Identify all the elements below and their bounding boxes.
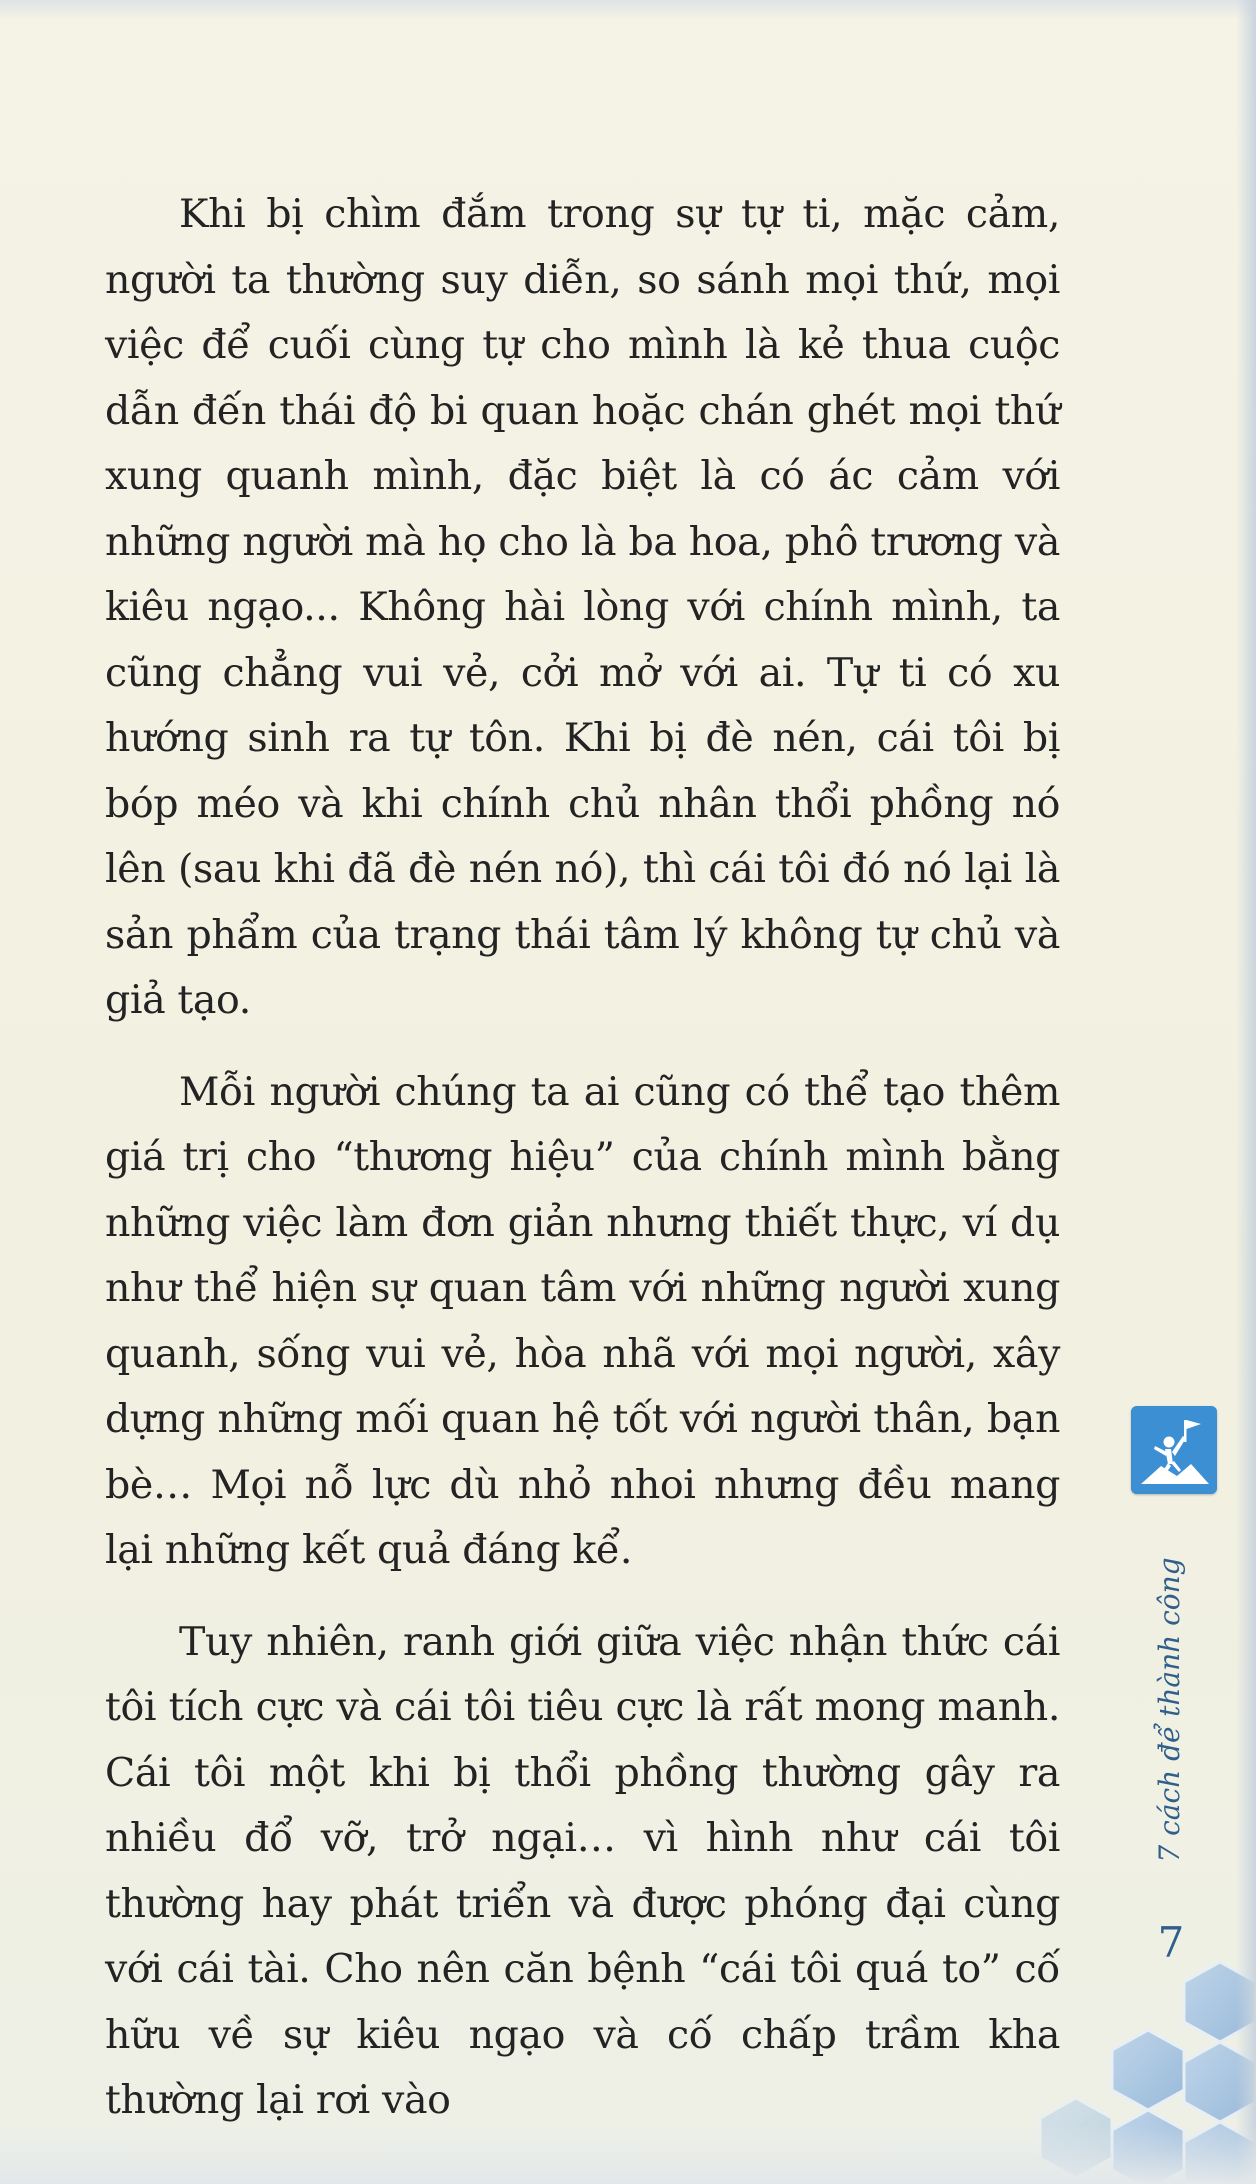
paragraph-1: Khi bị chìm đắm trong sự tự ti, mặc cảm, người ta thường suy diễn, so sánh mọi thứ, mọi việc để cuối cùng tự cho mình là kẻ thua cuộc dẫn đến thái độ bi quan hoặc chán ghét mọi thứ xung quanh mình, đặc biệt là có ác cảm với những người mà họ cho là ba hoa, phô trương và kiêu ngạo... Không hài lòng với chính mình, ta cũng chẳng vui vẻ, cởi mở với ai. Tự ti có xu hướng sinh ra tự tôn. Khi bị đè nén, cái tôi bị bóp méo và khi chính chủ nhân thổi phồng nó lên (sau khi đã đè nén nó), thì cái tôi đó nó lại là sản phẩm của trạng thái tâm lý không tự chủ và giả tạo. [105,191,1060,1023]
paragraph-2: Mỗi người chúng ta ai cũng có thể tạo thêm giá trị cho “thương hiệu” của chính mình bằng những việc làm đơn giản nhưng thiết thực, ví dụ như thể hiện sự quan tâm với những người xung quanh, sống vui vẻ, hòa nhã với mọi người, xây dựng những mối quan hệ tốt với người thân, bạn bè… Mọi nỗ lực dù nhỏ nhoi nhưng đều mang lại những kết quả đáng kể. [105,1068,1060,1573]
climber-flag-icon [1131,1406,1217,1494]
paragraph-3: Tuy nhiên, ranh giới giữa việc nhận thức cái tôi tích cực và cái tôi tiêu cực là rất mong manh. Cái tôi một khi bị thổi phồng thường gây ra nhiều đổ vỡ, trở ngại… vì hình như cái tôi thường hay phát triển và được phóng đại cùng với cái tài. Cho nên căn bệnh “cái tôi quá to” cố hữu về sự kiêu ngạo và cố chấp trầm kha thường lại rơi vào [105,1618,1060,2123]
body-text [105,182,1060,2134]
page-number: 7 [1157,1918,1185,1967]
running-title-text: 7 cách để thành công [1153,1557,1186,1863]
bottom-edge-shadow [0,2124,1256,2184]
right-edge-strip [1236,0,1256,2184]
top-edge-shadow [0,0,1256,20]
